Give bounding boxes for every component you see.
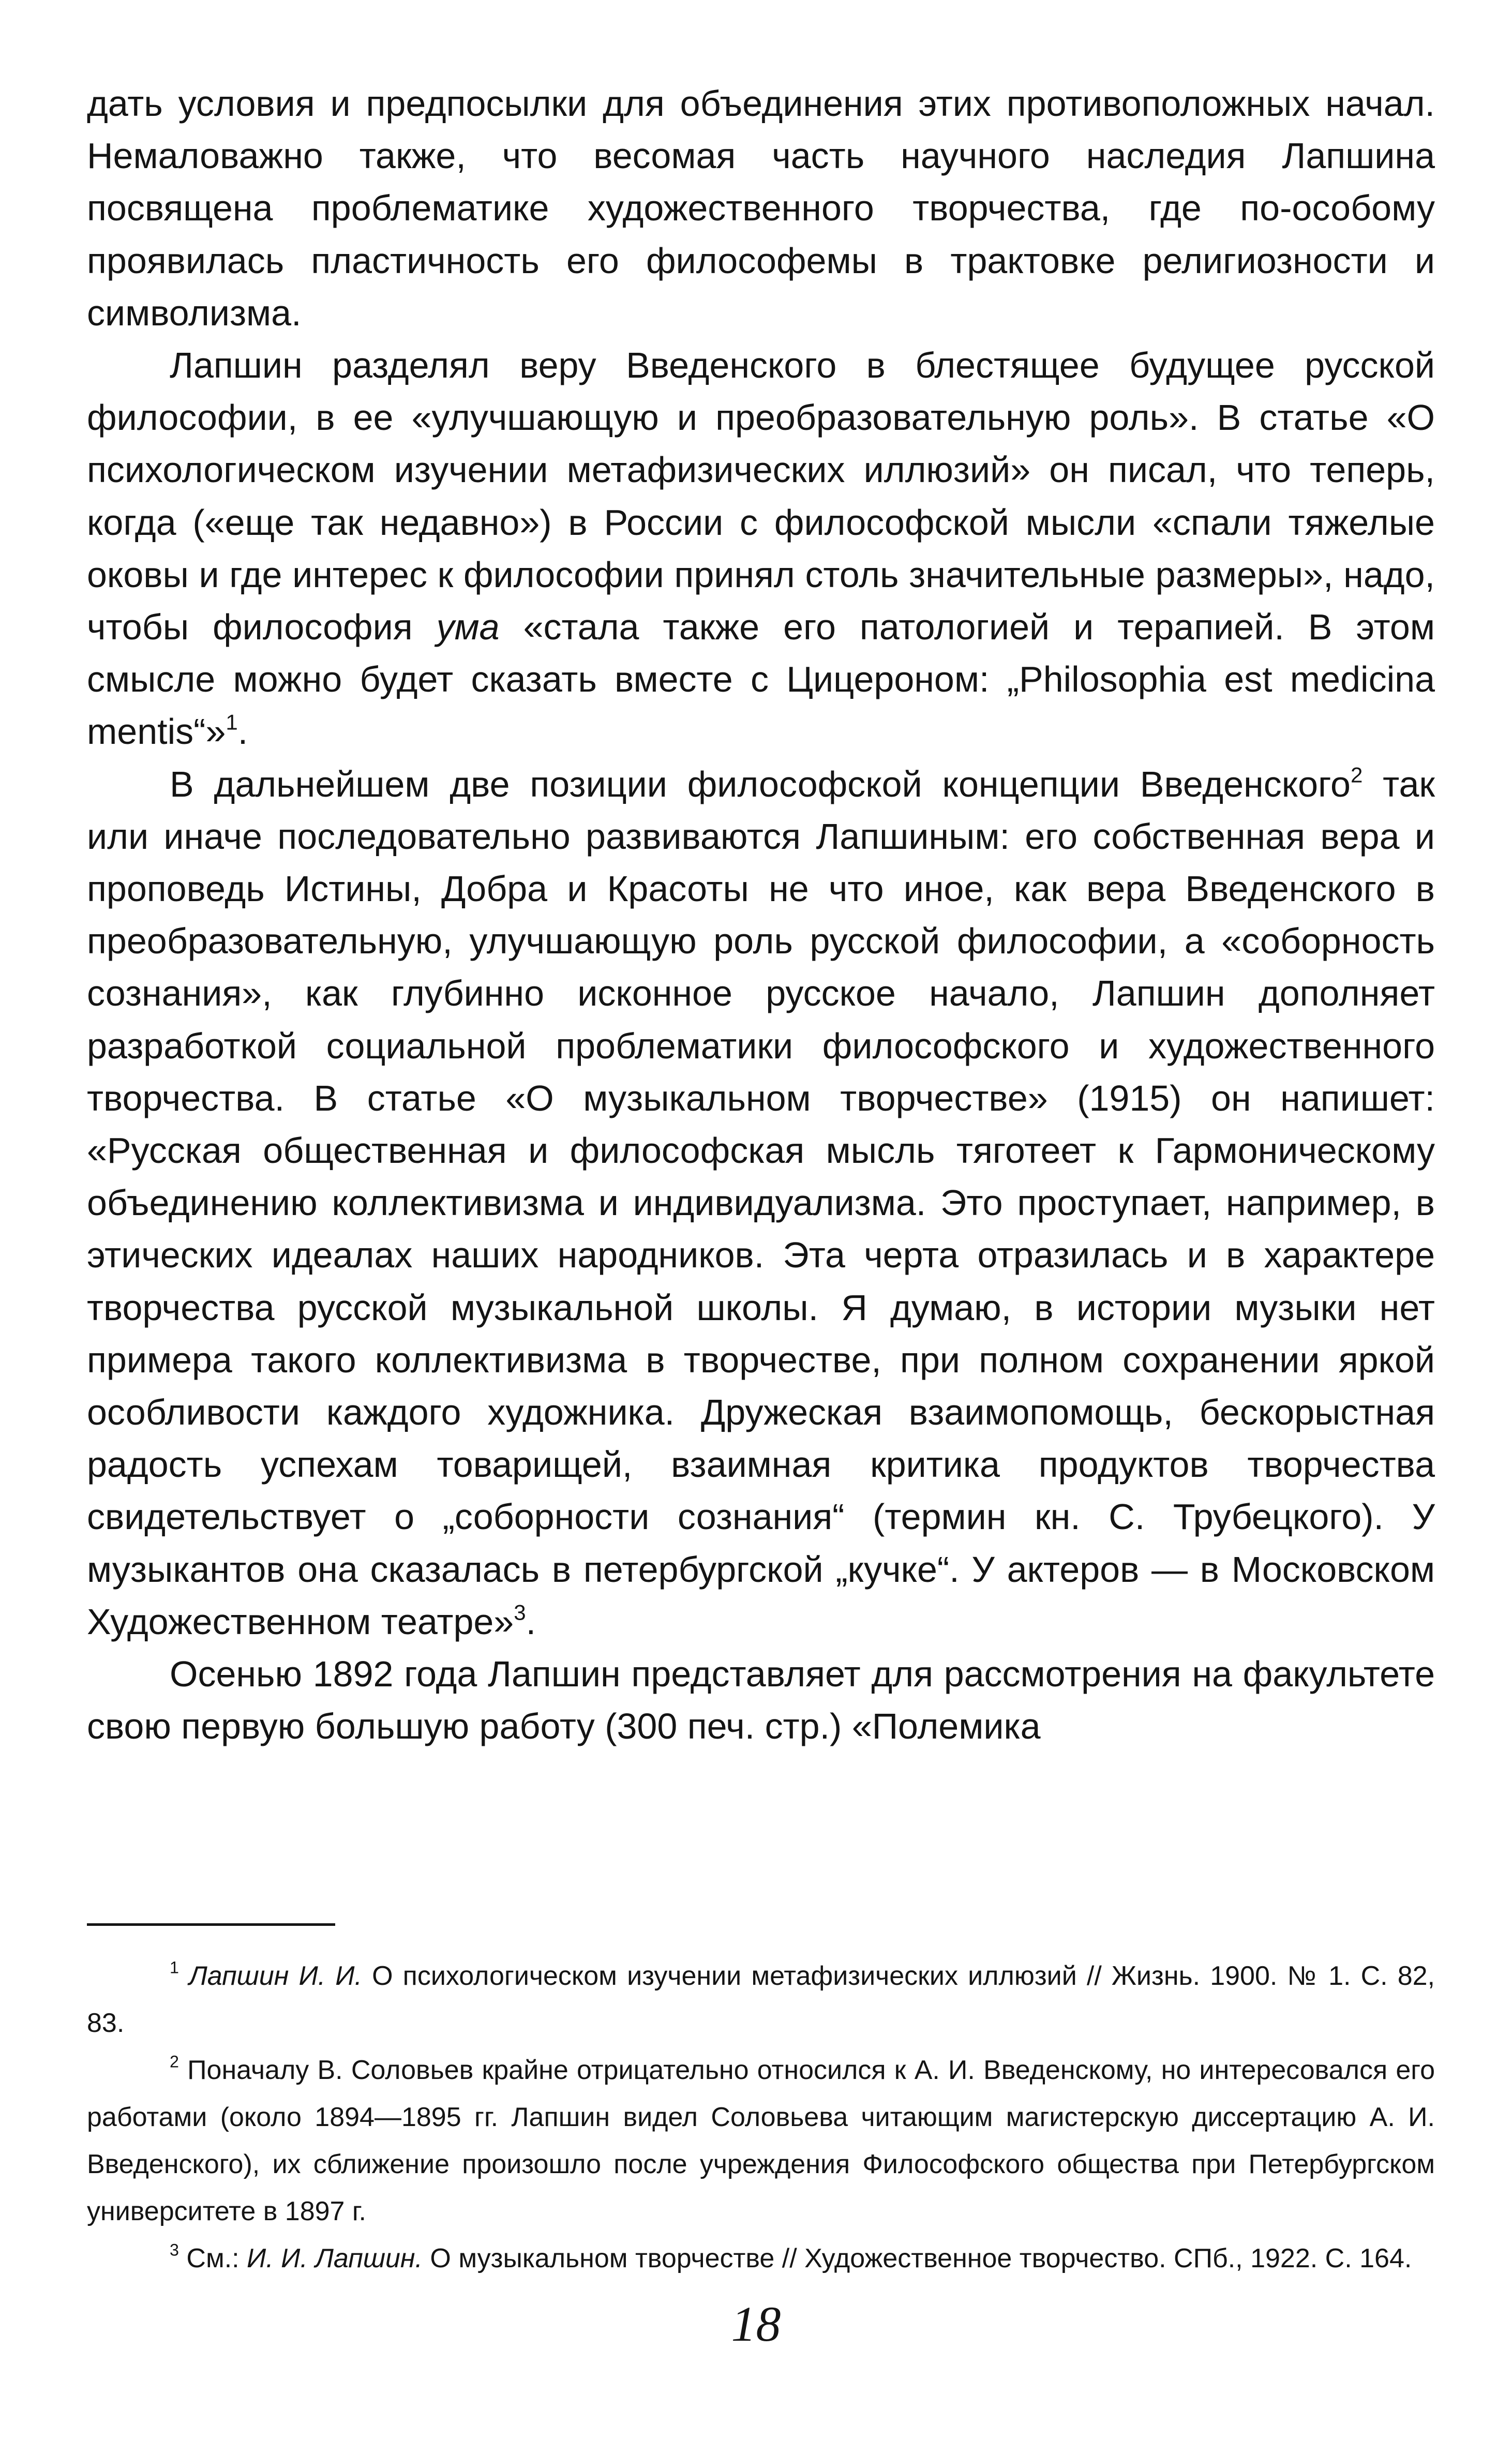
paragraph bbox=[87, 758, 1435, 1648]
text-run: . bbox=[237, 711, 248, 752]
text-run: . bbox=[526, 1601, 536, 1642]
text-run: так или иначе последовательно развиваются Лапшиным: его собственная вера и проповедь Истины, Добра и Красоты не что иное, как вера Введенского в преобразовательную, улучшающую роль русской философии, а «соборность сознания», как глубинно исконное русское начало, Лапшин дополняет разработкой социальной проблематики философского и художественного творчества. В статье «О музыкальном творчестве» (1915) он напишет: «Русская общественная и философская мысль тяготеет к Гармоническому объединению коллективизма и индивидуализма. Это проступает, например, в этических идеалах наших народников. Эта черта отразилась и в характере творчества русской музыкальной школы. Я думаю, в истории музыки нет примера такого коллективизма в творчестве, при полном сохранении яркой особливости каждого художника. Дружеская взаимопомощь, бескорыстная радость успехам товарищей, взаимная критика продуктов творчества свидетельствует о „соборности сознания“ (термин кн. С. Трубецкого). У музыкантов она сказалась в петербургской „кучке“. У актеров — в Московском Художественном театре» bbox=[87, 764, 1435, 1642]
footnote-reference: 1 bbox=[226, 710, 238, 735]
footnote bbox=[87, 2235, 1435, 2282]
main-text bbox=[87, 78, 1435, 1753]
paragraph bbox=[87, 339, 1435, 758]
paragraph bbox=[87, 78, 1435, 339]
text-run: См.: bbox=[186, 2243, 247, 2273]
text-run: Поначалу В. Соловьев крайне отрицательно относился к А. И. Введенскому, но интересовался его работами (около 1894—1895 гг. Лапшин видел Соловьева читающим магистерскую диссертацию А. И. Введенского), их сближение произошло после учреждения Философского общества при Петербургском университете в 1897 г. bbox=[87, 2055, 1435, 2226]
footnote-mark: 3 bbox=[170, 2240, 179, 2260]
italic-text: Лапшин И. И. bbox=[189, 1961, 362, 1991]
text-run: В дальнейшем две позиции философской концепции Введенского bbox=[170, 764, 1351, 804]
text-run: дать условия и предпосылки для объединения этих противоположных начал. Немаловажно также, что весомая часть научного наследия Лапшина посвящена проблематике художественного творчества, где по-особому проявилась пластичность его философемы в трактовке религиозности и символизма. bbox=[87, 83, 1435, 333]
page-number: 18 bbox=[731, 2296, 781, 2352]
footnotes bbox=[87, 1953, 1435, 2282]
paragraph bbox=[87, 1648, 1435, 1753]
footnote bbox=[87, 2047, 1435, 2235]
text-run: Осенью 1892 года Лапшин представляет для рассмотрения на факультете свою первую большую работу (300 печ. стр.) «Полемика bbox=[87, 1654, 1435, 1747]
footnote-separator bbox=[87, 1923, 335, 1926]
footnote-reference: 2 bbox=[1350, 762, 1363, 787]
footnote bbox=[87, 1953, 1435, 2047]
italic-text: И. И. Лапшин. bbox=[247, 2243, 423, 2273]
text-run: О психологическом изучении метафизических иллюзий // Жизнь. 1900. № 1. С. 82, 83. bbox=[87, 1961, 1435, 2038]
footnote-reference: 3 bbox=[514, 1600, 526, 1625]
italic-text: ума bbox=[436, 607, 500, 648]
text-run: «стала также его патологией и терапией. В этом смысле можно будет сказать вместе с Цицероном: „Philosophia est medicina mentis“» bbox=[87, 607, 1435, 752]
footnote-mark: 2 bbox=[170, 2052, 179, 2071]
text-run: Лапшин разделял веру Введенского в блестящее будущее русской философии, в ее «улучшающую и преобразовательную роль». В статье «О психологическом изучении метафизических иллюзий» он писал, что теперь, когда («еще так недавно») в России с философской мысли «спали тяжелые оковы и где интерес к философии принял столь значительные размеры», надо, чтобы философия bbox=[87, 345, 1435, 648]
footnote-mark: 1 bbox=[170, 1958, 179, 1977]
text-run: О музыкальном творчестве // Художественное творчество. СПб., 1922. С. 164. bbox=[422, 2243, 1412, 2273]
